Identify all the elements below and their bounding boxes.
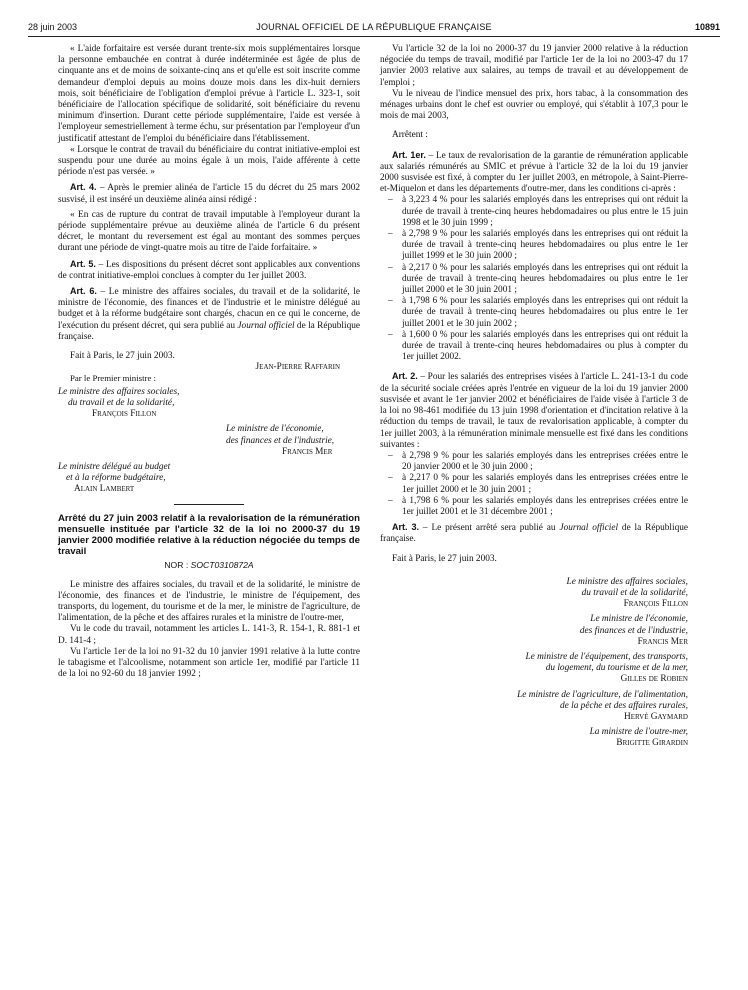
article-text: – Les dispositions du présent décret sont applicables aux conventions de contrat initiative-emploi conclues à compter du 1er juillet 2003. (58, 259, 360, 281)
article-text: de la République française. (380, 523, 688, 545)
signature-par: Par le Premier ministre : (70, 373, 156, 384)
list-item: – à 1,798 6 % pour les salariés employés dans les entreprises qui ont réduit la durée de travail à trente-cinq heures hebdomadaires ou plus entre le 1er juillet 2001 et le 30 juin 2002 ; (380, 296, 688, 330)
paragraph: « L'aide forfaitaire est versée durant trente-six mois supplémentaires lorsque la personne embauchée en contrat à durée indéterminée est âgée de plus de cinquante ans et de moins de soixante-cinq ans et qu'elle est soit inscrite comme demandeur d'emploi depuis au moins douze mois dans les dix-huit derniers mois, soit bénéficiaire de l'obligation d'emploi prévue à l'article L. 323-1, soit bénéficiaire de l'allocation spécifique de solidarité, soit bénéficiaire du revenu minimum d'insertion. Durant cette période supplémentaire, l'aide est versée à l'employeur semestriellement à terme échu, sur présentation par l'employeur d'un justificatif attestant de l'emploi du bénéficiaire dans l'établissement. (58, 44, 360, 144)
article-label: Art. 6. (70, 286, 97, 297)
signature-title: Le ministre délégué au budget (58, 461, 171, 472)
section-divider (174, 504, 244, 505)
paragraph: Vu l'article 32 de la loi no 2000-37 du 19 janvier 2000 relative à la réduction négociée du temps de travail, modifié par l'article 1er de la loi no 2003-47 du 17 janvier 2003 relative aux salaires, au temps de travail et au développement de l'emploi ; (380, 44, 688, 88)
paragraph: « En cas de rupture du contrat de travail imputable à l'employeur durant la période supplémentaire prévue au deuxième alinéa de l'article 6 du présent décret, le montant du reversement est égal au montant des sommes perçues durant une période de vingt-quatre mois au titre de l'aide forfaitaire. » (58, 209, 360, 254)
article-1-list (380, 195, 688, 363)
paragraph: Le ministre des affaires sociales, du travail et de la solidarité, le ministre de l'économie, des finances et de l'industrie, le ministre de l'équipement, des transports, du logement, du tourisme et de la mer, le ministre de l'agriculture, de l'alimentation, de la pêche et des affaires rurales et la ministre de l'outre-mer, (58, 579, 360, 624)
article-2-list (380, 451, 688, 518)
signature-title: Le ministre de l'équipement, des transports, (525, 651, 688, 662)
signature-title: des finances et de l'industrie, (226, 435, 335, 446)
article-text: – Le ministre des affaires sociales, du travail et de la solidarité, le ministre de l'économie, des finances et de l'industrie et le ministre délégué au budget et à la réforme budgétaire sont chargés, chacun en ce qui le concerne, de l'exécution du présent décret, qui sera publié au (58, 287, 360, 331)
signature-title: La ministre de l'outre-mer, (589, 727, 688, 738)
article-text: – Pour les salariés des entreprises visées à l'article L. 241-13-1 du code de la sécurité sociale créées après l'entrée en vigueur de la loi du 19 janvier 2000 susvisée et avant le 1er janvier 2002 et bénéficiaires de l'aide visée à l'article 3 de la loi no 98-461 modifiée du 13 juin 1998 d'orientation et d'incitation relative à la réduction du temps de travail, le taux de revalorisation applicable, à compter du 1er juillet 2003, à la rémunération minimale mensuelle est fixé dans les conditions suivantes : (380, 372, 688, 450)
right-column (380, 44, 688, 750)
list-item: – à 2,798 9 % pour les salariés employés dans les entreprises qui ont réduit la durée de travail à trente-cinq heures hebdomadaires ou plus entre le 1er juillet 1999 et le 30 juin 2000 ; (380, 229, 688, 263)
signature-block (58, 387, 360, 421)
paragraph: « Lorsque le contrat de travail du bénéficiaire du contrat initiative-emploi est suspendu pour une durée au moins égale à un mois, l'aide afférente à cette période n'est pas versée. » (58, 144, 360, 178)
signature-name: Hervé Gaymard (624, 711, 688, 722)
list-item: – à 2,798 9 % pour les salariés employés dans les entreprises créées entre le 20 janvier 2000 et le 30 juin 2000 ; (380, 451, 688, 473)
article-text: de la République française. (58, 320, 361, 342)
signature-name: Francis Mer (282, 446, 333, 457)
paragraph: Vu l'article 1er de la loi no 91-32 du 10 janvier 1991 relative à la lutte contre le tabagisme et l'alcoolisme, notamment son article 1er, modifié par l'article 11 de la loi no 92-60 du 18 janvier 1992 ; (58, 646, 360, 680)
article-text: – Le taux de revalorisation de la garantie de rémunération applicable aux salariés rémunérés au SMIC et prévue à l'article 32 de la loi du 19 janvier 2000 susvisée est fixé, à compter du 1er juillet 2003, en métropole, à Saint-Pierre-et-Miquelon et dans les départements d'outre-mer, dans les conditions ci-après : (380, 150, 688, 195)
article-text: – Après le premier alinéa de l'article 15 du décret du 25 mars 2002 susvisé, il est inséré un deuxième alinéa ainsi rédigé : (58, 183, 360, 205)
paragraph: Vu le niveau de l'indice mensuel des prix, hors tabac, à la consommation des ménages urbains dont le chef est ouvrier ou employé, qui s'établit à 107,3 pour le mois de mai 2003, (380, 88, 688, 122)
signature-block (58, 424, 360, 458)
list-item: – à 1,600 0 % pour les salariés employés dans les entreprises qui ont réduit la durée de travail à trente-cinq heures hebdomadaires ou plus à compter du 1er juillet 2002. (380, 330, 688, 364)
journal-name: Journal officiel (559, 523, 619, 534)
list-item: – à 2,217 0 % pour les salariés employés dans les entreprises créées entre le 1er juillet 2000 et le 30 juin 2001 ; (380, 473, 688, 495)
signature-title: Le ministre de l'économie, (590, 614, 688, 625)
nor-code: SOCT0310872A (190, 560, 254, 571)
signature-name: Alain Lambert (74, 484, 135, 495)
article-text: – Le présent arrêté sera publié au (419, 523, 560, 534)
signature-title: de la pêche et des affaires rurales, (560, 700, 688, 711)
article-label: Art. 5. (70, 258, 96, 269)
article-3 (380, 522, 688, 545)
list-item: – à 2,217 0 % pour les salariés employés dans les entreprises qui ont réduit la durée de travail à trente-cinq heures hebdomadaires ou plus entre le 1er juillet 2000 et le 30 juin 2001 ; (380, 263, 688, 297)
signature-title: du travail et de la solidarité, (581, 587, 688, 598)
signature-block (58, 462, 360, 496)
header-date: 28 juin 2003 (28, 22, 78, 32)
signature-title: Le ministre des affaires sociales, (566, 576, 688, 587)
signature-name: François Fillon (623, 599, 688, 610)
signature-block (380, 577, 688, 611)
signature-name: François Fillon (92, 409, 157, 420)
article-6 (58, 286, 360, 343)
signature-name: Brigitte Girardin (616, 738, 688, 749)
signature-name: Gilles de Robien (620, 674, 688, 685)
article-5 (58, 259, 360, 282)
article-label: Art. 4. (70, 182, 97, 193)
signature-title: du logement, du tourisme et de la mer, (545, 663, 688, 674)
signature-title: du travail et de la solidarité, (68, 397, 175, 408)
article-1 (380, 150, 688, 196)
fait-a-paris: Fait à Paris, le 27 juin 2003. (392, 553, 497, 564)
header-rule (28, 36, 720, 37)
list-item: – à 1,798 6 % pour les salariés employés dans les entreprises créées entre le 1er juillet 2001 et le 31 décembre 2001 ; (380, 496, 688, 518)
signature-block (380, 614, 688, 648)
signature-title: et à la réforme budgétaire, (66, 473, 166, 484)
signature-title: Le ministre des affaires sociales, (58, 386, 180, 397)
article-label: Art. 1er. (392, 149, 426, 160)
nor-label: NOR : (164, 560, 191, 571)
article-label: Art. 3. (392, 522, 420, 533)
left-column (58, 44, 360, 680)
article-2 (380, 371, 688, 450)
signature-block (380, 690, 688, 724)
signature-title: des finances et de l'industrie, (579, 625, 688, 636)
nor-reference (58, 560, 360, 571)
signature-name: Francis Mer (637, 636, 688, 647)
journal-name: Journal officiel (237, 320, 295, 331)
signature-title: Le ministre de l'agriculture, de l'alimentation, (517, 689, 688, 700)
arretent-heading: Arrêtent : (392, 130, 428, 141)
paragraph: Vu le code du travail, notamment les articles L. 141-3, R. 154-1, R. 881-1 et D. 141-4 ; (58, 624, 360, 646)
signature-block (380, 727, 688, 749)
page-number: 10891 (694, 22, 720, 32)
journal-title: JOURNAL OFFICIEL DE LA RÉPUBLIQUE FRANÇAISE (256, 22, 492, 32)
signature-title: Le ministre de l'économie, (226, 424, 324, 435)
signature-block (380, 652, 688, 686)
article-4 (58, 182, 360, 205)
arrete-title: Arrêté du 27 juin 2003 relatif à la revalorisation de la rémunération mensuelle instituée par l'article 32 de la loi no 2000-37 du 19 janvier 2000 modifiée relative à la réduction négociée du temps de travail (58, 512, 360, 558)
list-item: – à 3,223 4 % pour les salariés employés dans les entreprises qui ont réduit la durée de travail à trente-cinq heures hebdomadaires ou plus entre le 15 juin 1998 et le 30 juin 1999 ; (380, 195, 688, 229)
article-label: Art. 2. (392, 371, 418, 382)
fait-a-paris: Fait à Paris, le 27 juin 2003. (70, 351, 175, 362)
signature-name: Jean-Pierre Raffarin (255, 362, 340, 373)
